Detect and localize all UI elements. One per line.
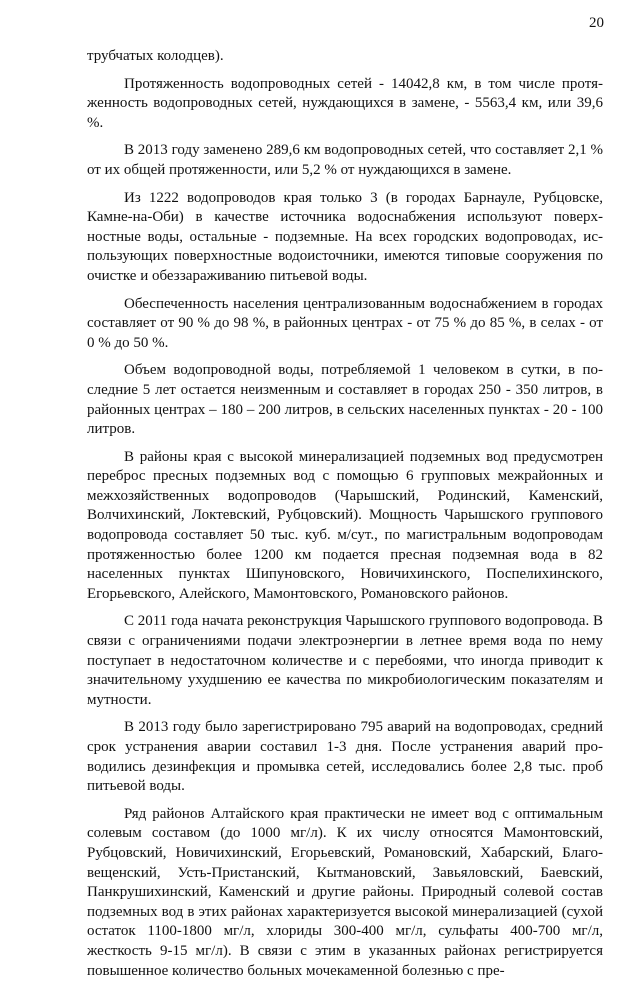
paragraph: В 2013 году было зарегистрировано 795 аварий на водопроводах, средний срок устранения аварии составил 1-3 дня. После устранения аварий проводились дезинфекция и промывка сетей, исследовались более 2,8 тыс. проб питьевой воды. <box>87 719 603 795</box>
paragraph: Из 1222 водопроводов края только 3 (в городах Барнауле, Рубцовске, Камне-на-Оби) в качестве источника водоснабжения используют поверхностные воды, остальные - подземные. На всех городских водопроводах, использующих поверхностные водоисточники, имеются типовые сооружения по очистке и обеззараживанию питьевой воды. <box>87 189 603 284</box>
body-text <box>87 47 603 989</box>
page-number: 20 <box>589 15 604 31</box>
paragraph: Протяженность водопроводных сетей - 14042,8 км, в том числе протяженность водопроводных сетей, нуждающихся в замене, - 5563,4 км, или 39,6 %. <box>87 75 603 131</box>
paragraph: С 2011 года начата реконструкция Чарышского группового водопровода. В связи с ограничениями подачи электроэнергии в летнее время вода по нему поступает в недостаточном количестве и с перебоями, что иногда приводит к значительному ухудшению ее качества по микробиологическим показателям и мутности. <box>87 613 603 708</box>
paragraph: Ряд районов Алтайского края практически не имеет вод с оптимальным солевым составом (до 1000 мг/л). К их числу относятся Мамонтовский, Рубцовский, Новичихинский, Егорьевский, Романовский, Хабарский, Благовещенский, Усть-Пристанский, Кытмановский, Завьяловский, Баевский, Панкрушихинский, Каменский и другие районы. Природный солевой состав подземных вод в этих районах характеризуется высокой минерализацией (сухой остаток 1100-1800 мг/л, хлориды 300-400 мг/л, сульфаты 400-700 мг/л, жесткость 9-15 мг/л). В связи с этим в указанных районах регистрируется повышенное количество больных мочекаменной болезнью с пре- <box>87 805 603 979</box>
paragraph: В 2013 году заменено 289,6 км водопроводных сетей, что составляет 2,1 % от их общей протяженности, или 5,2 % от нуждающихся в замене. <box>87 142 603 178</box>
paragraph: Объем водопроводной воды, потребляемой 1 человеком в сутки, в последние 5 лет остается неизменным и составляет в городах 250 - 350 литров, в районных центрах – 180 – 200 литров, в сельских населенных пунктах - 20 - 100 литров. <box>87 362 603 438</box>
paragraph: трубчатых колодцев). <box>87 48 224 64</box>
paragraph: В районы края с высокой минерализацией подземных вод предусмотрен переброс пресных подземных вод с помощью 6 групповых межрайонных и межхозяйственных водопроводов (Чарышский, Родинский, Каменский, Волчихинский, Локтевский, Рубцовский). Мощность Чарышского группового водопровода составляет 50 тыс. куб. м/сут., по магистральным водопроводам протяженностью более 1200 км подается пресная подземная вода в 82 населенных пунктах Шипуновского, Новичихинского, Поспелихинского, Егорьевского, Алейского, Мамонтовского, Романовского районов. <box>87 448 603 602</box>
paragraph: Обеспеченность населения централизованным водоснабжением в городах составляет от 90 % до 98 %, в районных центрах - от 75 % до 85 %, в селах - от 0 % до 50 %. <box>87 295 603 351</box>
